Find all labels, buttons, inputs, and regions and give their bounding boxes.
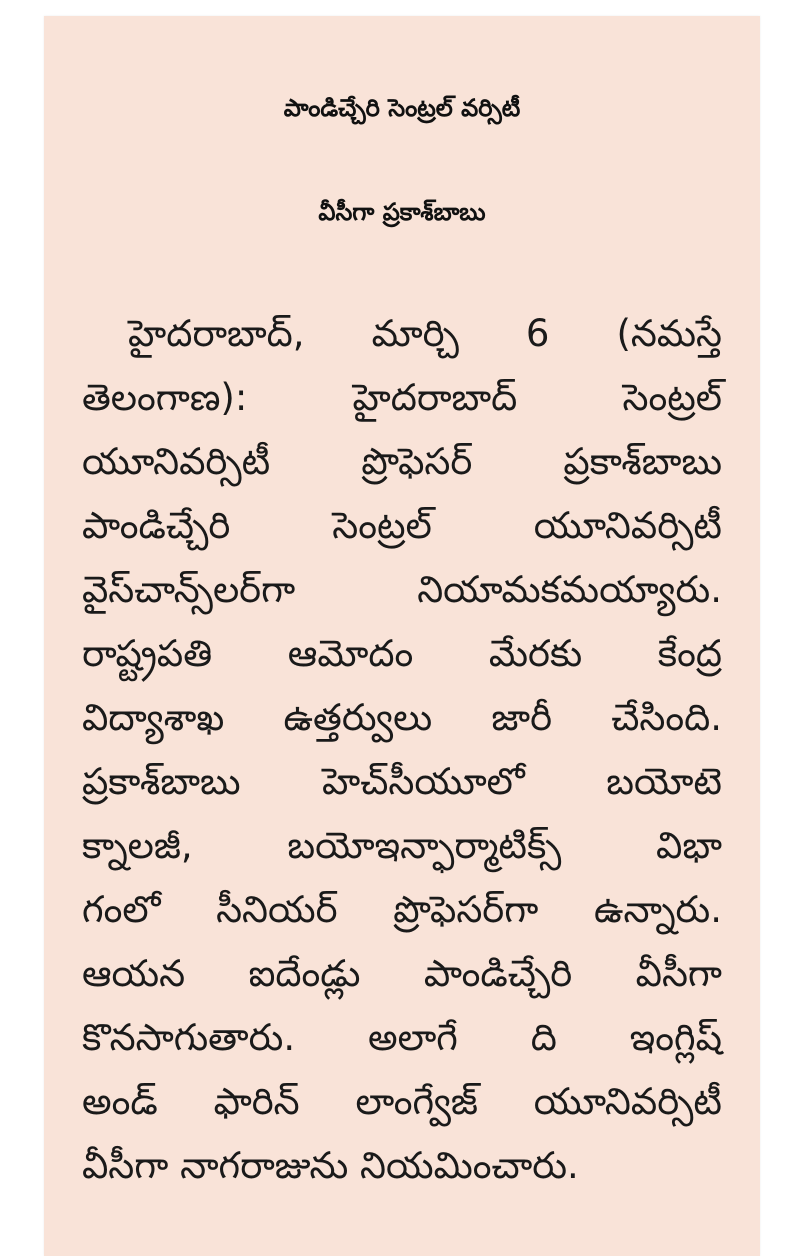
body-line: విద్యాశాఖ ఉత్తర్వులు జారీ చేసింది. xyxy=(82,696,722,739)
body-line: కొనసాగుతారు. అలాగే ది ఇంగ్లిష్ xyxy=(82,1016,722,1059)
body-line: రాష్ట్రపతి ఆమోదం మేరకు కేంద్ర xyxy=(82,632,722,675)
body-line: ప్రకాశ్‌బాబు హెచ్‌సీయూలో బయోటె xyxy=(82,760,722,803)
headline xyxy=(44,60,760,268)
headline-line-1: పాండిచ్చేరి సెంట్రల్ వర్సిటీ xyxy=(283,94,521,122)
newspaper-clipping xyxy=(44,16,760,1256)
article-body xyxy=(82,302,722,1198)
body-line: పాండిచ్చేరి సెంట్రల్ యూనివర్సిటీ xyxy=(82,504,722,547)
body-line: తెలంగాణ): హైదరాబాద్ సెంట్రల్ xyxy=(82,376,722,419)
body-line: క్నాలజీ, బయోఇన్ఫార్మాటిక్స్ విభా xyxy=(82,824,722,867)
body-line: వీసీగా నాగరాజును నియమించారు. xyxy=(82,1144,579,1187)
body-line: ఆయన ఐదేండ్లు పాండిచ్చేరి వీసీగా xyxy=(82,952,722,995)
body-line: యూనివర్సిటీ ప్రొఫెసర్ ప్రకాశ్‌బాబు xyxy=(82,440,722,483)
headline-line-2: వీసీగా ప్రకాశ్‌బాబు xyxy=(318,198,486,226)
body-line: అండ్ ఫారిన్ లాంగ్వేజ్ యూనివర్సిటీ xyxy=(82,1080,722,1123)
body-line: హైదరాబాద్, మార్చి 6 (నమస్తే xyxy=(128,312,722,355)
body-line: వైస్‌చాన్స్‌లర్‌గా నియామకమయ్యారు. xyxy=(82,568,722,611)
body-line: గంలో సీనియర్ ప్రొఫెసర్‌గా ఉన్నారు. xyxy=(82,888,722,931)
